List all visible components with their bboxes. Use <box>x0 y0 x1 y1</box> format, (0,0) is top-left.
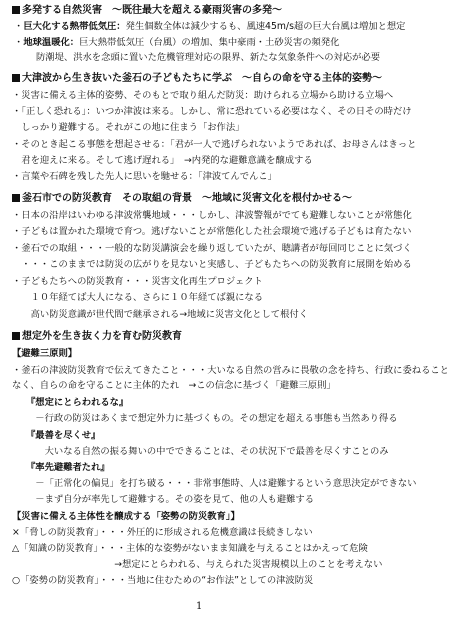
disaster-item-limits: 防潮堤、洪水を念頭に置いた危機管理対応の限界、新たな気象条件への対応が必要 <box>36 52 380 63</box>
background-line: ・子どもたちへの防災教育・・・災害文化再生プロジェクト <box>12 276 263 287</box>
background-line: １０年経てば大人になる、さらに１０年経てば親になる <box>12 292 264 303</box>
background-line: 高い防災意識が世代間で継承される→地域に災害文化として根付く <box>12 309 308 320</box>
kamaishi-line: しっかり避難する。それがこの地に住まう「お作法」 <box>12 122 245 133</box>
principle-2-text: 大いなる自然の振る舞いの中でできることは、その状況下で最善を尽くすことのみ <box>26 446 389 457</box>
attitude-education: ○「姿勢の防災教育」・・・当地に住むための“お作法”としての津波防災 <box>12 575 314 586</box>
disaster-item-warming: ・地球温暖化：巨大熱帯低気圧（台風）の増加、集中豪雨・土砂災害の頻発化 <box>14 37 340 48</box>
background-line: ・日本の沿岸はいわゆる津波常襲地域・・・しかし、津波警報がでても避難しないことが常態化 <box>12 210 412 221</box>
knowledge-education-cont: →想定にとらわれる、与えられた災害規模以上のことを考えない <box>12 559 383 570</box>
kamaishi-line: ・そのとき起こる事態を想起させる：「君が一人で逃げられないようであれば、お母さんはきっと <box>12 139 417 150</box>
square-bullet-icon <box>12 332 20 340</box>
principle-1-title: 『想定にとらわれるな』 <box>26 397 129 408</box>
kamaishi-line: ・災害に備える主体的姿勢、そのもとで取り組んだ防災：助けられる立場から助ける立場へ <box>12 90 394 101</box>
subsection-attitude-education: 【災害に備える主体性を醸成する「姿勢の防災教育」】 <box>12 511 240 522</box>
background-line: ・釜石での取組・・・一般的な防災講演会を繰り返していたが、聴講者が毎回同じことに気づく <box>12 243 412 254</box>
principles-intro-cont: なく、自らの命を守ることに主体的たれ →この信念に基づく「避難三原則」 <box>12 380 336 391</box>
principle-2-title: 『最善を尽くせ』 <box>26 430 101 441</box>
square-bullet-icon <box>12 194 20 202</box>
principle-3-title: 『率先避難者たれ』 <box>26 462 110 473</box>
section-title-education-background: 釜石市での防災教育 その取組の背景 ～地域に災害文化を根付かせる～ <box>12 193 352 205</box>
square-bullet-icon <box>12 6 20 14</box>
principles-intro: ・釜石の津波防災教育で伝えてきたこと・・・大いなる自然の営みに畏敬の念を持ち、行政に委ねること <box>12 365 449 376</box>
section-title-kamaishi-children: 大津波から生き抜いた釜石の子どもたちに学ぶ ～自らの命を守る主体的姿勢～ <box>12 73 382 85</box>
page-number: 1 <box>196 601 203 612</box>
principle-3-text: －「正常化の偏見」を打ち破る・・・非常事態時、人は避難するという意思決定ができない <box>26 478 417 489</box>
background-line: ・子どもは置かれた環境で育つ。逃げないことが常態化した社会環境で逃げる子どもは育たない <box>12 226 412 237</box>
disaster-item-typhoon: ・巨大化する熱帯低気圧：発生個数全体は減少するも、風速45m/s超の巨大台風は増加と想定 <box>14 21 406 32</box>
subsection-three-principles: 【避難三原則】 <box>12 348 78 359</box>
principle-3-text: －まず自分が率先して避難する。その姿を見て、他の人も避難する <box>26 494 315 505</box>
threat-education: ×「脅しの防災教育」・・・外圧的に形成される危機意識は長続きしない <box>12 527 313 538</box>
kamaishi-line: ・言葉や石碑を残した先人に思いを馳せる：「津波てんでんこ」 <box>12 171 277 182</box>
section-title-disasters: 多発する自然災害 ～既往最大を超える豪雨災害の多発～ <box>12 5 282 17</box>
section-title-survival-education: 想定外を生き抜く力を育む防災教育 <box>12 331 182 343</box>
kamaishi-line: ・「正しく恐れる」：いつか津波は来る。しかし、常に恐れている必要はなく、その日その時だけ <box>12 106 412 117</box>
kamaishi-line: 君を迎えに来る。そして逃げ遅れる」 →内発的な避難意識を醸成する <box>12 155 313 166</box>
principle-1-text: －行政の防災はあくまで想定外力に基づくもの。その想定を超える事態も当然あり得る <box>26 413 398 424</box>
background-line: ・・・このままでは防災の広がりを見ないと実感し、子どもたちへの防災教育に展開を始める <box>12 259 412 270</box>
square-bullet-icon <box>12 74 20 82</box>
knowledge-education: △「知識の防災教育」・・・主体的な姿勢がないまま知識を与えることはかえって危険 <box>12 543 368 554</box>
